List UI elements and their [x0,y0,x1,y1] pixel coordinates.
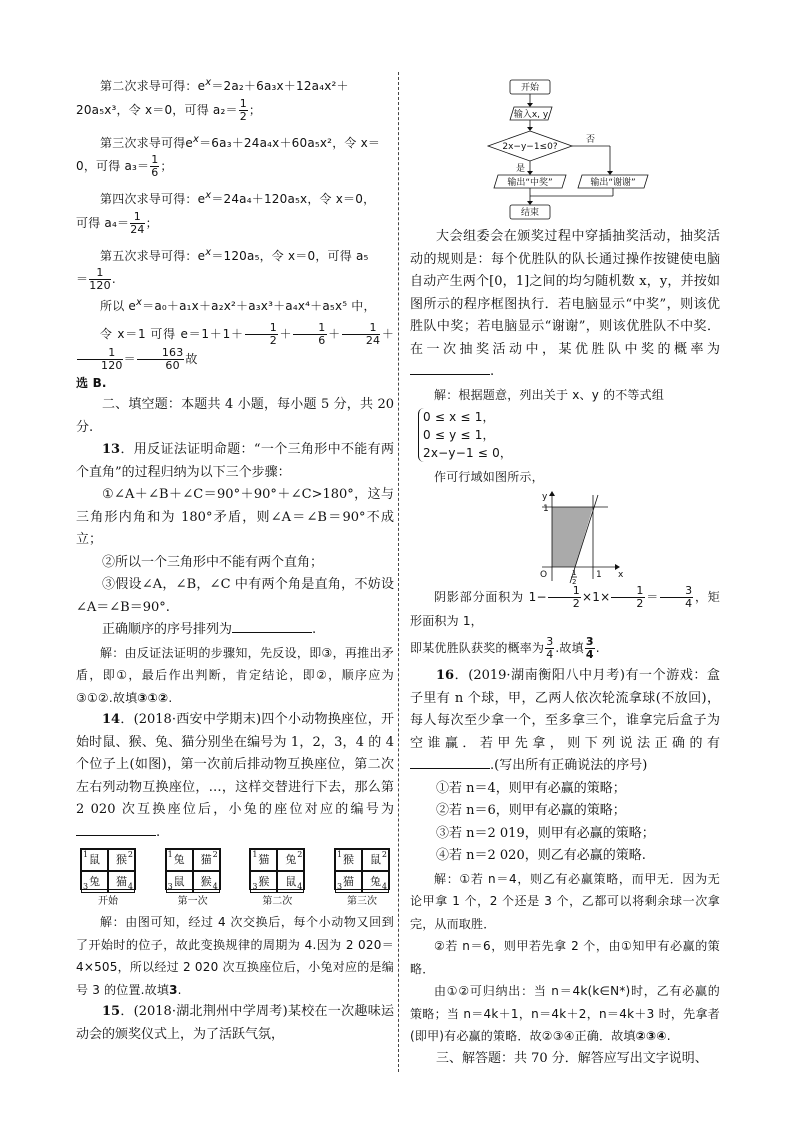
fraction: $\frac{1}{24}$ [130,209,145,236]
question-16: 16．(2019·湖南衡阳八中月考)有一个游戏：盒子里有 n 个球，甲，乙两人依次轮流拿球(不放回)，每人每次至少拿一个，至多拿三个，谁拿完后盒子为空谁赢．若甲先拿，则下列说法正确的有.(写出所有正确说法的序号) [410,668,720,773]
feasible-region-graph [538,489,658,585]
probability-line: 即某优胜队获奖的概率为 $\frac{3}{4}$ .故填 $\frac{3}{4}$ . [410,635,600,661]
flow-start-label: 开始 [520,83,540,93]
shaded-region [552,507,593,567]
q16-option-2: ②若 n＝6，则甲有必赢的策略； [436,803,626,818]
derivative-5: 第五次求导可得：$e^x=120a_5$，令 x＝0，可得 a₅ [100,246,369,263]
series-sum: 令 x＝1 可得 e＝1＋1＋ $\frac{1}{2}$ ＋ $\frac{1}{6}$ ＋ $\frac{1}{24}$ ＋ $\frac{1}{120}$ ＝ $\frac{163}{60}$ 故 [76,322,394,372]
seat-caption: 第二次 [262,896,293,907]
answer-blank [410,755,490,769]
q15-text: 大会组委会在颁奖过程中穿插抽奖活动，抽奖活动的规则是：每个优胜队的队长通过操作按键使电脑自动产生两个[0，1]之间的均匀随机数 x，y，并按如图所示的程序框图执行．若电脑显示“中奖”，则该优胜队中奖；若电脑显示“谢谢”，则该优胜队不中奖．在一次抽奖活动中，某优胜队中奖的概率为. [410,229,720,379]
axis-y-label: y [542,491,548,502]
derivative-4-cont: 可得 a₄＝ $\frac{1}{24}$ ； [76,209,158,236]
seat-grid: 1 鼠 2 猴 3 兔 4 猫 开始 [80,848,136,907]
fraction: $\frac{3}{4}$ [660,585,693,610]
seat-grid: 1 兔 2 猫 3 鼠 4 猴 第一次 [165,848,221,907]
q15-solution-1: 解：根据题意，列出关于 x、y 的不等式组 [434,387,665,402]
column-divider [398,72,399,1072]
derivative-4: 第四次求导可得：$e^x=24a_4+120a_5x$，令 x＝0， [100,190,376,206]
flow-decision-label: 2x−y−1≤0? [502,142,558,152]
x-one-label: 1 [596,569,602,580]
derivative-2-cont: 20a₅x³，令 x＝0，可得 a₂＝ $\frac{1}{2}$ ； [76,96,262,123]
origin-label: O [540,569,548,580]
fraction: $\frac{1}{6}$ [293,322,326,347]
answer-blank [232,619,312,633]
derivative-3-cont: 0，可得 a₃＝ $\frac{1}{6}$ ； [76,153,173,179]
question-14: 14．(2018·西安中学期末)四个小动物换座位，开始时鼠、猴、兔、猫分别坐在编号为 1，2，3，4 的 4 个位子上(如图)，第一次前后排动物互换座位，第二次左右列动物互换座位，…，这样交替进行下去，那么第 2 020 次互换座位后，小兔的座位对应的编号为. [76,712,394,840]
fraction: $\frac{1}{2}$ [611,585,644,610]
fraction: $\frac{3}{4}$ [585,635,594,661]
question-15: 15．(2018·湖北荆州中学周考)某校在一次趣味运动会的颁奖仪式上，为了活跃气氛， [76,1004,394,1042]
q13-step-3: ③假设∠A，∠B，∠C 中有两个角是直角，不妨设∠A＝∠B＝90°. [76,577,394,615]
fraction: $\frac{163}{60}$ [137,347,185,372]
derivative-2: 第二次求导可得：$e^x=2a_2+6a_3x+12a_4x^2+$ [100,77,349,93]
answer-blank [76,822,156,836]
fraction: $\frac{1}{2}$ [245,322,278,347]
derivative-3: 第三次求导可得$e^x=6a_3+24a_4x+60a_5x^2$，令 x＝ [100,133,381,150]
left-column [76,72,394,1046]
fraction: $\frac{1}{120}$ [77,347,123,372]
inequality-system: 0 ≤ x ≤ 1， 0 ≤ y ≤ 1， 2x−y−1 ≤ 0， [414,408,720,462]
flowchart [480,72,720,222]
q13-ask: 正确顺序的序号排列为 . [76,619,394,642]
q16-solution-1: 解：①若 n＝4，则乙有必赢策略，而甲无．因为无论甲拿 1 个，2 个还是 3 个，乙都可以将剩余球一次拿完，从而取胜． [410,871,720,931]
x-half-num: 1 [572,568,577,577]
flow-output-yes-label: 输出“中奖” [507,178,553,188]
q16-solution-2: ②若 n＝6，则甲若先拿 2 个，由①知甲有必赢的策略． [410,939,720,976]
axis-x-label: x [618,569,624,580]
derivative-5-cont: ＝ $\frac{1}{120}$ . [76,266,116,292]
seat-caption: 第一次 [177,896,208,907]
shaded-area: 阴影部分面积为 1− $\frac{1}{2}$ ×1× $\frac{1}{2}$ ＝ $\frac{3}{4}$ ，矩形面积为 1， [410,583,720,628]
q15-solution-2: 作可行域如图所示， [434,470,544,484]
q16-option-1: ①若 n＝4，则甲有必赢的策略； [436,780,626,796]
right-column [410,72,720,1070]
section-2-heading: 二、填空题：本题共 4 小题，每小题 5 分，共 20 分. [76,397,394,435]
y-one-label: 1 [543,503,549,514]
seat-caption: 第三次 [346,896,377,907]
section-3-heading: 三、解答题：共 70 分．解答应写出文字说明、 [436,1050,708,1066]
q16-option-4: ④若 n＝2 020，则乙有必赢的策略. [436,848,646,863]
seat-grid: 1 猫 2 兔 3 猴 4 鼠 第二次 [249,848,305,907]
question-13: 13．用反证法证明命题：“一个三角形中不能有两个直角”的过程归纳为以下三个步骤： [76,442,394,480]
seat-grid: 1 猴 2 鼠 3 猫 4 兔 第三次 [334,848,390,907]
q16-option-3: ③若 n＝2 019，则甲有必赢的策略； [436,825,655,841]
fraction: $\frac{3}{4}$ [546,635,554,661]
q14-solution: 解：由图可知，经过 4 次交换后，每个小动物又回到了开始时的位子，故此变换规律的周期为 4.因为 2 020＝4×505，所以经过 2 020 次互换座位后，小兔对应的是编号 3 的位置.故填3. [76,915,394,997]
answer-blank [410,361,490,375]
flow-no-label: 否 [586,135,596,145]
flow-output-no-label: 输出“谢谢” [590,178,636,188]
x-half-den: 2 [572,577,577,585]
seat-diagrams [80,848,390,907]
q16-solution-3: 由①②可归纳出：当 n＝4k(k∈N*)时，乙有必赢的策略；当 n＝4k＋1，n＝4k＋2，n＝4k＋3 时，先拿者(即甲)有必赢的策略．故②③④正确．故填②③④. [410,984,720,1043]
fraction: $\frac{1}{6}$ [151,153,159,179]
answer-b: 选 B. [76,375,107,390]
q13-step-1: ①∠A＋∠B＋∠C＝90°＋90°＋∠C>180°，这与三角形内角和为 180°矛盾，则∠A＝∠B＝90°不成立； [76,487,394,547]
fraction: $\frac{1}{2}$ [239,96,247,123]
q13-solution: 解：由反证法证明的步骤知，先反设，即③，再推出矛盾，即①，最后作出判断，肯定结论，即②，顺序应为③①②.故填③①②. [76,645,394,705]
fraction: $\frac{1}{24}$ [342,322,380,347]
q13-step-2: ②所以一个三角形中不能有两个直角； [102,554,324,570]
series-expansion: 所以 $e^x=a_0+a_1x+a_2x^2+a_3x^3+a_4x^4+a_5x^5$ 中， [100,297,376,313]
flow-yes-label: 是 [516,164,526,174]
flow-end-label: 结束 [520,208,540,218]
fraction: $\frac{1}{2}$ [548,585,581,610]
seat-caption: 开始 [98,896,118,907]
fraction: $\frac{1}{120}$ [89,266,111,292]
flow-input-label: 输入x, y [513,110,549,120]
